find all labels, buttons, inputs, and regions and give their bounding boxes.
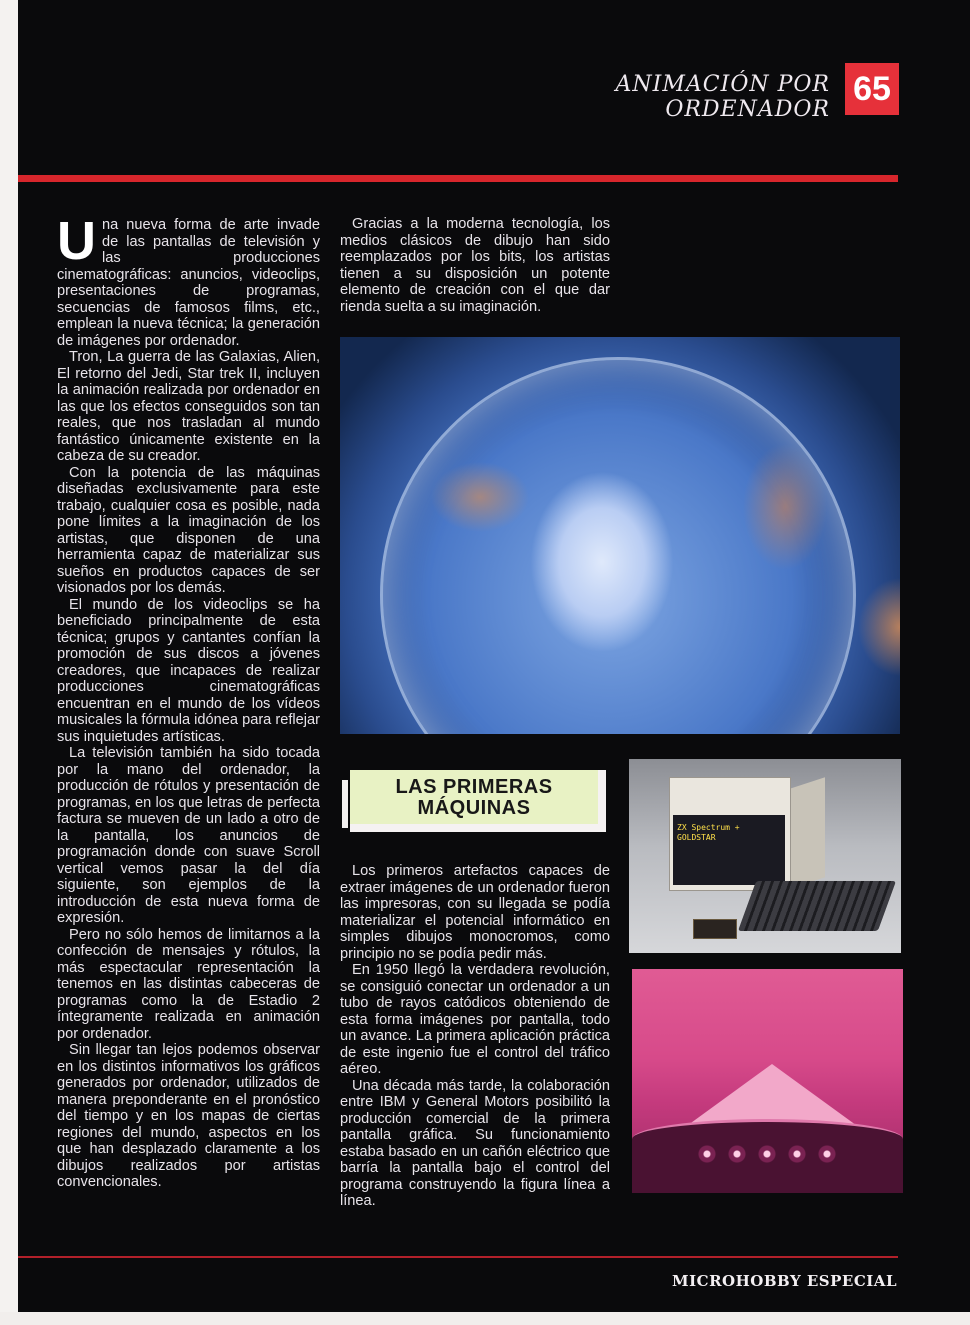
left-column xyxy=(57,211,320,1191)
paragraph: Gracias a la moderna tecnología, los medios clásicos de dibujo han sido reemplazados por los bits, los artistas tienen a su disposición un potente elemento de creación con el que dar rienda suelta a su imaginación. xyxy=(340,216,610,315)
photo-zx-spectrum xyxy=(629,759,901,953)
orb-outline xyxy=(380,357,856,734)
cassette-tape xyxy=(693,919,737,939)
header-rule xyxy=(18,175,898,182)
paragraph: Los primeros artefactos capaces de extraer imágenes de un ordenador fueron las impresoras, con su llegada se podía materializar el potencial informático en simples dibujos monocromos, como principio no se podía pedir más. xyxy=(340,863,610,962)
subheading: LAS PRIMERAS MÁQUINAS xyxy=(395,776,553,819)
right-column-top xyxy=(340,216,610,315)
dashboard-dials xyxy=(692,1139,842,1169)
subheading-edge xyxy=(342,780,348,828)
footer-rule xyxy=(18,1256,898,1258)
page-edge-left xyxy=(0,0,18,1325)
dropcap: U xyxy=(57,211,96,271)
paragraph: Una nueva forma de arte invade de las pantallas de televisión y las producciones cinematográficas: anuncios, videoclips, presentaciones de programas, secuencias de famosos films, etc., emplean la nueva técnica; la generación de imágenes por ordenador. xyxy=(57,211,320,349)
screen-text: ZX Spectrum + GOLDSTAR xyxy=(677,823,740,842)
photo-computer-generated-face xyxy=(340,337,900,734)
paragraph: En 1950 llegó la verdadera revolución, se consiguió conectar un ordenador a un tubo de rayos catódicos obteniendo de esta forma imágenes por pantalla, todo un avance. La primera aplicación práctica de este ingenio fue el control del tráfico aéreo. xyxy=(340,962,610,1077)
paragraph: Sin llegar tan lejos podemos observar en los distintos informativos los gráficos generados por ordenador, utilizados de manera preponderante en el pronóstico del tiempo y en los mapas de ciertas regiones del mundo, aspectos en los que han desplazado claramente a los dibujos realizados por artistas convencionales. xyxy=(57,1042,320,1190)
paragraph: Pero no sólo hemos de limitarnos a la confección de mensajes y rótulos, la más espectacular representación la tenemos en las distintas cabeceras de programas como la de Estadio 2 íntegramente realizada en animación por ordenador. xyxy=(57,926,320,1042)
photo-car-dashboard-road xyxy=(632,969,903,1193)
paragraph: Tron, La guerra de las Galaxias, Alien, El retorno del Jedi, Star trek II, incluyen la animación realizada por ordenador en las que los efectos conseguidos son tan reales, que nos trasladan al mundo fantástico únicamente existente en la cabeza de su creador. xyxy=(57,349,320,464)
paragraph: El mundo de los videoclips se ha beneficiado principalmente de esta técnica; grupos y cantantes confían la promoción de sus discos a jóvenes creadores, que incapaces de realizar producciones cinematográficas encuentran en el mundo de los vídeos musicales la fórmula idónea para reflejar sus inquietudes artísticas. xyxy=(57,596,320,745)
paragraph: La televisión también ha sido tocada por la mano del ordenador, la producción de rótulos y presentación de programas, en los que letras de perfecta factura se mueven de un lado a otro de la pantalla, los anuncios de programación donde con suave Scroll vertical vemos pasar la del día siguiente, son ejemplos de la introducción de esta nueva forma de expresión. xyxy=(57,745,320,926)
page-number: 65 xyxy=(845,63,899,115)
right-column-bottom xyxy=(340,863,610,1210)
subheading-box xyxy=(350,770,609,833)
paragraph: Una década más tarde, la colaboración entre IBM y General Motors posibilitó la producción comercial de la primera pantalla gráfica. Su funcionamiento estaba basado en un cañón eléctrico que barría la pantalla bajo el control del programa construyendo la figura línea a línea. xyxy=(340,1077,610,1209)
footer-publication: MICROHOBBY ESPECIAL xyxy=(672,1272,897,1290)
paragraph: Con la potencia de las máquinas diseñadas exclusivamente para este trabajo, cualquier cosa es posible, nada pone límites a la imaginación de los artistas, que disponen de una herramienta capaz de materializar sus sueños en productos capaces de ser visionados por los demás. xyxy=(57,464,320,596)
page-edge-bottom xyxy=(0,1312,970,1325)
keyboard xyxy=(738,881,896,931)
section-title: ANIMACIÓN POR ORDENADOR xyxy=(615,72,830,122)
